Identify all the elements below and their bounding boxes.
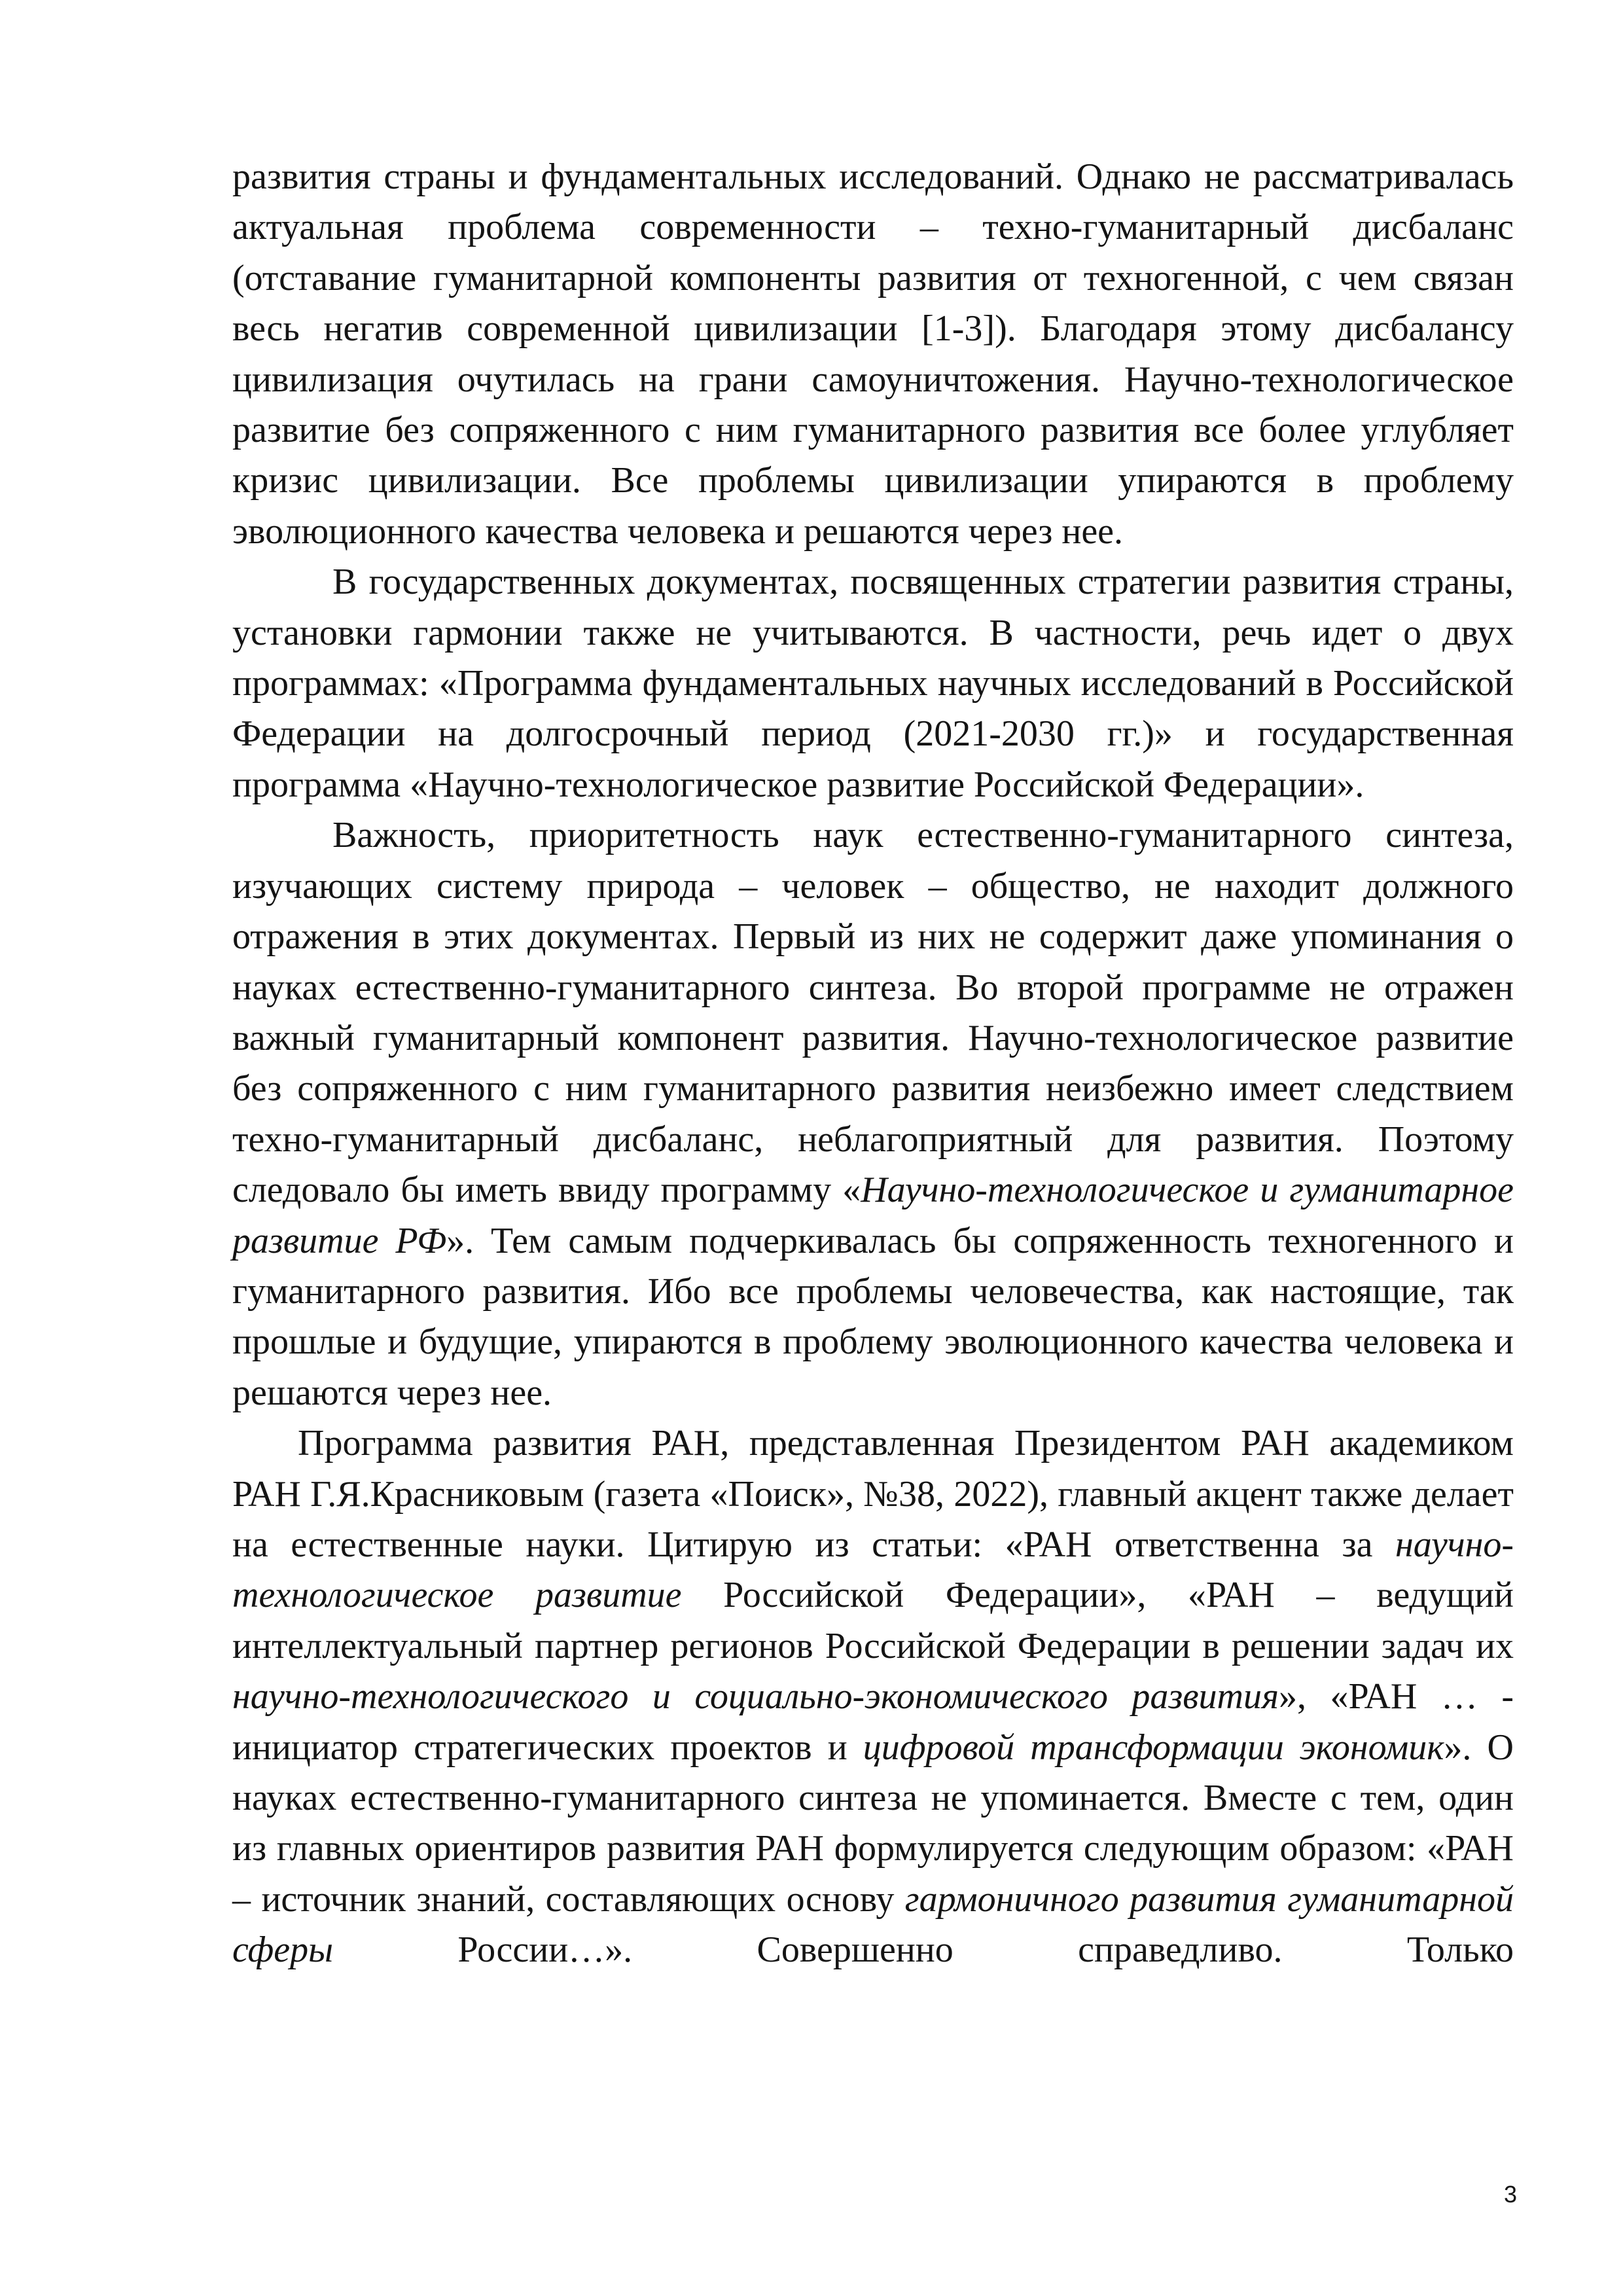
paragraph-4-text-4: ». О науках естественно-гуманитарного синтеза не упоминается. Вместе с тем, один из главных ориентиров развития РАН формулируется следующим образом: «РАН – источник знаний, составляющих основу	[232, 1727, 1514, 1920]
paragraph-3-text-end: ». Тем самым подчеркивалась бы сопряженность техногенного и гуманитарного развития. Ибо все проблемы человечества, как настоящие, так прошлые и будущие, упираются в проблему эволюционного качества человека и решаются через нее.	[232, 1220, 1514, 1413]
paragraph-3	[232, 810, 1514, 1418]
paragraph-2: В государственных документах, посвященных стратегии развития страны, установки гармонии также не учитываются. В частности, речь идет о двух программах: «Программа фундаментальных научных исследований в Российской Федерации на долгосрочный период (2021-2030 гг.)» и государственная программа «Научно-технологическое развитие Российской Федерации».	[232, 562, 1514, 805]
paragraph-4-text-1: Программа развития РАН, представленная Президентом РАН академиком РАН Г.Я.Красниковым (газета «Поиск», №38, 2022), главный акцент также делает на естественные науки. Цитирую из статьи: «РАН ответственна за	[232, 1423, 1514, 1565]
paragraph-4-italic-2: научно-технологического и социально-экономического развития	[232, 1676, 1279, 1717]
paragraph-4-italic-1: научно-технологическое развитие	[232, 1524, 1514, 1616]
paragraph-3-text: Важность, приоритетность наук естественно-гуманитарного синтеза, изучающих систему природа – человек – общество, не находит должного отражения в этих документах. Первый из них не содержит даже упоминания о науках естественно-гуманитарного синтеза. Во второй программе не отражен важный гуманитарный компонент развития. Научно-технологическое развитие без сопряженного с ним гуманитарного развития неизбежно имеет следствием техно-гуманитарный дисбаланс, неблагоприятный для развития. Поэтому следовало бы иметь ввиду программу «	[232, 815, 1514, 1211]
paragraph-4-text-2: Российской Федерации», «РАН – ведущий интеллектуальный партнер регионов Российской Федерации в решении задач их	[232, 1575, 1514, 1666]
paragraph-3-italic: Научно-технологическое и гуманитарное развитие РФ	[232, 1170, 1514, 1261]
paragraph-4	[232, 1418, 1514, 1975]
body-text	[232, 152, 1514, 1976]
paragraph-4-text-3: », «РАН … - инициатор стратегических проектов и	[232, 1676, 1514, 1768]
paragraph-4-italic-4: гармоничного развития гуманитарной сферы	[232, 1878, 1514, 1971]
paragraph-4-italic-3: цифровой трансформации экономик	[863, 1727, 1444, 1768]
paragraph-1: развития страны и фундаментальных исследований. Однако не рассматривалась актуальная проблема современности – техно-гуманитарный дисбаланс (отставание гуманитарной компоненты развития от техногенной, с чем связан весь негатив современной цивилизации [1-3]). Благодаря этому дисбалансу цивилизация очутилась на грани самоуничтожения. Научно-технологическое развитие без сопряженного с ним гуманитарного развития все более углубляет кризис цивилизации. Все проблемы цивилизации упираются в проблему эволюционного качества человека и решаются через нее.	[232, 156, 1514, 552]
page-number: 3	[1503, 2181, 1517, 2208]
paragraph-4-text-5: России…». Совершенно справедливо. Только	[333, 1929, 1514, 1971]
